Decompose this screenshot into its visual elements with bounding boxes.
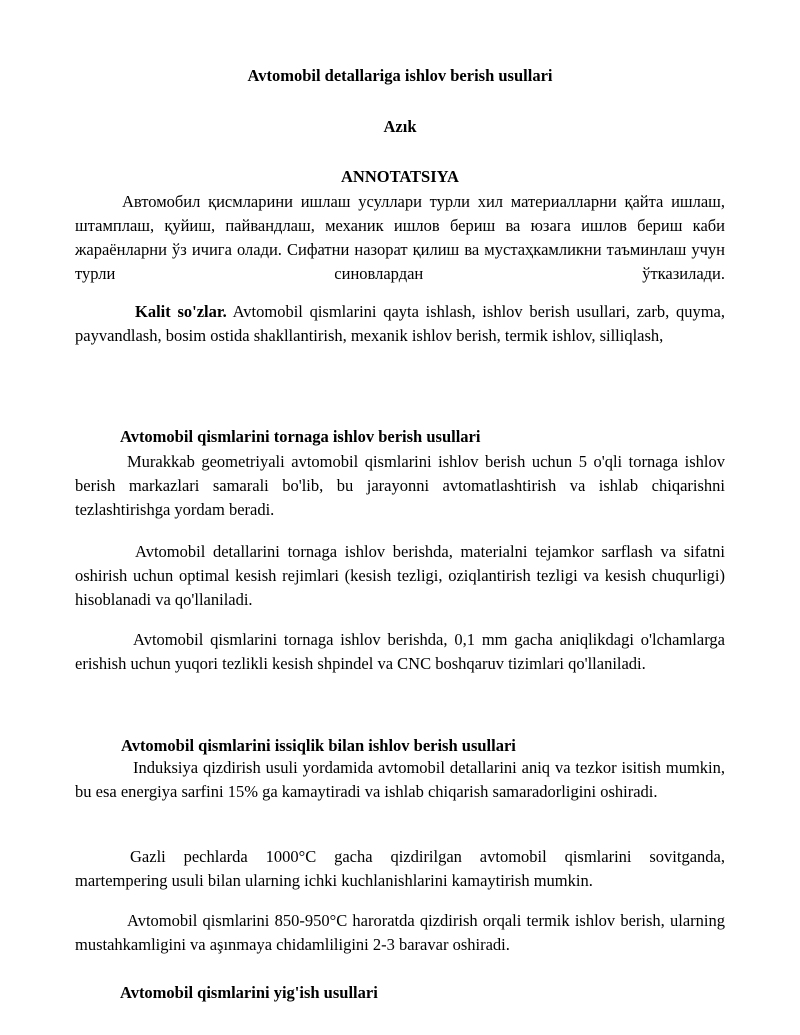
annotation-paragraph [75,190,725,286]
section-heading-heat-treatment: Avtomobil qismlarini issiqlik bilan ishlov berish usullari [121,736,516,755]
section-paragraph: Avtomobil qismlarini tornaga ishlov berishda, 0,1 mm gacha aniqlikdagi o'lchamlarga erishish uchun yuqori tezlikli kesish shpindel va CNC boshqaruv tizimlari qo'llaniladi. [75,630,725,673]
section-paragraph: Avtomobil detallarini tornaga ishlov berishda, materialni tejamkor sarflash va sifatni oshirish uchun optimal kesish rejimlari (kesish tezligi, oziqlantirish tezligi va kesish chuqurligi) hisoblanadi va qo'llaniladi. [75,542,725,609]
section-paragraph: Gazli pechlarda 1000°C gacha qizdirilgan avtomobil qismlarini sovitganda, martempering usuli bilan ularning ichki kuchlanishlarini kamaytirish mumkin. [75,847,725,890]
section-heading-assembly: Avtomobil qismlarini yig'ish usullari [120,983,378,1002]
annotation-heading: ANNOTATSIYA [341,167,459,186]
keywords-text: Avtomobil qismlarini qayta ishlash, ishlov berish usullari, zarb, quyma, payvandlash, bosim ostida shakllantirish, mexanik ishlov berish, termik ishlov, silliqlash, [75,302,725,345]
section-paragraph: Induksiya qizdirish usuli yordamida avtomobil detallarini aniq va tezkor isitish mumkin, bu esa energiya sarfini 15% ga kamaytiradi va ishlab chiqarish samaradorligini oshiradi. [75,758,725,801]
author-name: Azık [383,117,417,136]
document-title: Avtomobil detallariga ishlov berish usullari [247,66,553,85]
section-heading-turning: Avtomobil qismlarini tornaga ishlov berish usullari [120,427,481,446]
keywords-label: Kalit so'zlar. [135,302,227,321]
annotation-text: Автомобил қисмларини ишлаш усуллари турли хил материалларни қайта ишлаш, штамплаш, қуйиш, пайвандлаш, механик ишлов бериш ва юзага ишлов бериш каби жараёнларни ўз ичига олади. Сифатни назорат қилиш ва мустаҳкамликни таъминлаш учун турли синовлардан ўтказилади. [75,192,725,283]
section-paragraph: Avtomobil qismlarini 850-950°C haroratda qizdirish orqali termik ishlov berish, ularning mustahkamligini va aşınmaya chidamliligini 2-3 baravar oshiradi. [75,911,725,954]
keywords-paragraph [75,300,725,348]
section-paragraph: Murakkab geometriyali avtomobil qismlarini ishlov berish uchun 5 o'qli tornaga ishlov berish markazlari samarali bo'lib, bu jarayonni avtomatlashtirish va ishlab chiqarishni tezlashtirishga yordam beradi. [75,452,725,519]
